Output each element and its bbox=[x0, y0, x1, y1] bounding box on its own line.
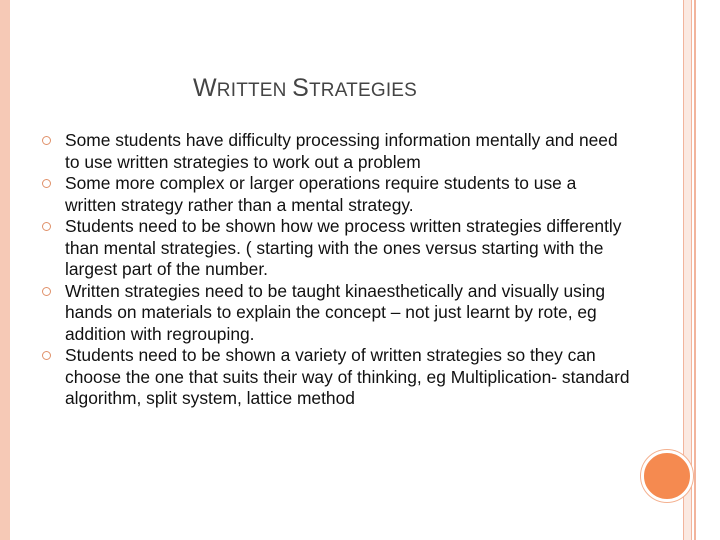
list-item bbox=[40, 345, 630, 410]
title-rest: RITTEN bbox=[216, 80, 293, 101]
bullet-text: Students need to be shown a variety of written strategies so they can choose the one that suits their way of thinking, eg Multiplication- standard algorithm, split system, lattice method bbox=[65, 345, 630, 408]
bullet-text: Students need to be shown how we process written strategies differently than mental strategies. ( starting with the ones versus starting with the largest part of the number. bbox=[65, 216, 622, 279]
circle-bullet-icon bbox=[42, 287, 51, 296]
list-item bbox=[40, 281, 630, 346]
bullet-text: Some more complex or larger operations require students to use a written strategy rather than a mental strategy. bbox=[65, 173, 577, 215]
list-item bbox=[40, 130, 630, 173]
bullet-text: Written strategies need to be taught kinaesthetically and visually using hands on materials to explain the concept – not just learnt by rote, eg addition with regrouping. bbox=[65, 280, 606, 344]
slide-title bbox=[193, 74, 417, 103]
bullet-list bbox=[40, 130, 630, 410]
circle-bullet-icon bbox=[42, 351, 51, 360]
title-initial: S bbox=[292, 74, 309, 102]
list-item bbox=[40, 173, 630, 216]
circle-bullet-icon bbox=[42, 222, 51, 231]
title-initial: W bbox=[193, 74, 217, 102]
left-border-decoration bbox=[0, 0, 10, 540]
circle-bullet-icon bbox=[42, 179, 51, 188]
title-rest: TRATEGIES bbox=[308, 80, 418, 101]
list-item bbox=[40, 216, 630, 281]
orange-circle-decoration bbox=[641, 450, 693, 502]
circle-bullet-icon bbox=[42, 136, 51, 145]
bullet-text: Some students have difficulty processing information mentally and need to use written strategies to work out a problem bbox=[65, 130, 618, 172]
right-line-decoration bbox=[694, 0, 696, 540]
